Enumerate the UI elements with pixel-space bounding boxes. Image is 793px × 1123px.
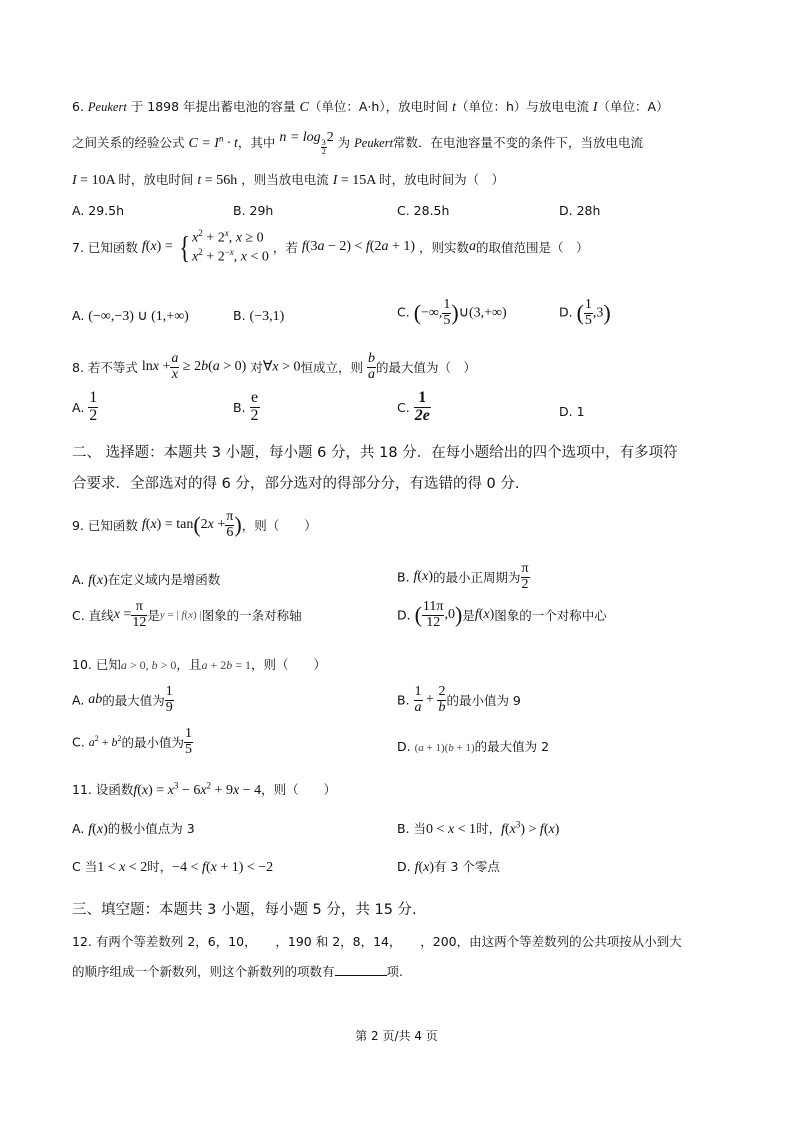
- q9-option-b: B. f(x)的最小正周期为 $\frac{\pi}{2}$: [397, 561, 529, 592]
- q12-line1: 12. 有两个等差数列 2，6，10， ，190 和 2，8，14， ，200，由这两个等差数列的公共项按从小到大: [72, 934, 682, 949]
- q10-option-b: B. $\frac{1}{a}$ + $\frac{2}{b}$ 的最小值为 9: [397, 684, 521, 715]
- q7-option-a: A. (−∞,−3) ∪ (1,+∞): [72, 308, 189, 324]
- q6-line1: 6. Peukert 于 1898 年提出蓄电池的容量 C（单位：A·h），放电时间 t（单位：h）与放电电流 I（单位：A）: [72, 99, 669, 115]
- q7-option-b: B. (−3,1): [233, 308, 285, 324]
- q7-option-c: C. (−∞, $\frac{1}{5}$ )∪(3,+∞): [397, 297, 507, 328]
- q12-line2: 的顺序组成一个新数列，则这个新数列的项数有 项.: [72, 964, 403, 979]
- q9-stem: 9. 已知函数 f(x) = tan(2x + $\frac{\pi}{6}$ )，则（ ）: [72, 509, 317, 540]
- q11-option-b: B. 当0 < x < 1时，$f(x^3) > f(x)$: [397, 819, 560, 837]
- q6-option-a: A. 29.5h: [72, 203, 125, 218]
- q9-option-d: D. ( $\frac{11\pi}{12}$ ,0)是f(x)图象的一个对称中心: [397, 599, 607, 630]
- q6-line3: I = 10A 时，放电时间 t = 56h ，则当放电电流 I = 15A 时，放电时间为（ ）: [72, 172, 505, 188]
- section3-heading: 三、填空题：本题共 3 小题，每小题 5 分，共 15 分.: [72, 902, 417, 918]
- peukert-name: Peukert: [87, 100, 127, 114]
- q7-option-d: D. ( $\frac{1}{5}$ ,3): [559, 297, 611, 328]
- q6-option-b: B. 29h: [233, 203, 274, 218]
- answer-blank: [335, 963, 387, 976]
- q11-stem: 11. 设函数$f(x) = x^3 - 6x^2 + 9x - 4$，则（ ）: [72, 780, 337, 798]
- q10-option-c: C. $a^2 + b^2$的最小值为 $\frac{1}{5}$: [72, 726, 192, 757]
- q6-line2: 之间关系的经验公式 $C = I^n \cdot t$，其中 n = log $\frac{3}{2}$ 2 为 Peukert常数．在电池容量不变的条件下，当放电电流: [72, 130, 644, 156]
- q6-option-c: C. 28.5h: [397, 203, 450, 218]
- section2-line2: 合要求．全部选对的得 6 分，部分选对的得部分分，有选错的得 0 分.: [72, 476, 520, 492]
- q6-option-d: D. 28h: [559, 203, 601, 218]
- q8-option-c: C. $\frac{1}{2e}$: [397, 389, 430, 424]
- q11-option-a: A. f(x)的极小值点为 3: [72, 821, 195, 837]
- q8-stem: 8. 若不等式 lnx + $\frac{a}{x}$ ≥ 2b(a > 0) 对∀x > 0恒成立，则 $\frac{b}{a}$ 的最大值为（ ）: [72, 351, 477, 382]
- q11-option-d: D. f(x)有 3 个零点: [397, 859, 500, 875]
- q10-option-d: D. (a + 1)(b + 1)的最大值为 2: [397, 739, 550, 754]
- q10-option-a: A. ab的最大值为 $\frac{1}{9}$: [72, 684, 173, 715]
- q9-option-c: C. 直线x = $\frac{\pi}{12}$ 是y = | f(x) |图象的一条对称轴: [72, 599, 302, 630]
- page-footer: 第 2 页/共 4 页: [355, 1029, 438, 1043]
- q9-option-a: A. f(x)在定义域内是增函数: [72, 572, 221, 588]
- q11-option-c: C 当1 < x < 2时，−4 < f(x + 1) < −2: [72, 859, 274, 875]
- q10-stem: 10. 已知a > 0, b > 0，且a + 2b = 1，则（ ）: [72, 657, 327, 672]
- q8-option-b: B. $\frac{e}{2}$: [233, 389, 259, 424]
- section2-line1: 二、 选择题：本题共 3 小题，每小题 6 分，共 18 分．在每小题给出的四个选项中，有多项符: [72, 445, 678, 461]
- q8-option-a: A. $\frac{1}{2}$: [72, 389, 98, 424]
- q8-option-d: D. 1: [559, 404, 585, 419]
- q7-stem: 7. 已知函数 f(x) = { $x^2 + 2^x$, x ≥ 0 $x^2 + 2^{-x}$, x < 0 ，若 f(3a − 2) < f(2a + 1) ，则实数a的取值范围是（ ）: [72, 228, 589, 266]
